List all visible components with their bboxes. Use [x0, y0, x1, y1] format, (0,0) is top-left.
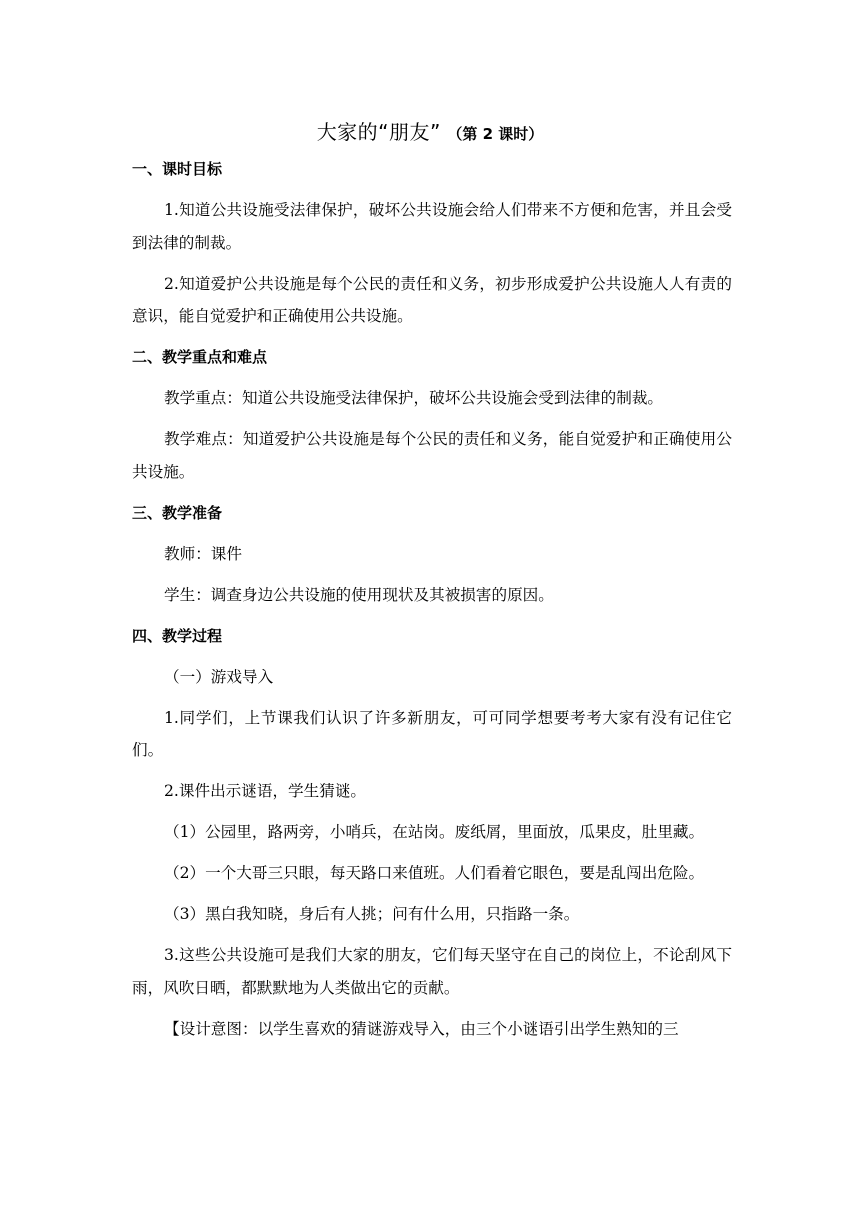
preparation-paragraph: 学生：调查身边公共设施的使用现状及其被损害的原因。: [164, 585, 554, 604]
document-body: [132, 153, 732, 1054]
difficulty-paragraph: 教学难点：知道爱护公共设施是每个公民的责任和义务，能自觉爱护和正确使用公共设施。: [132, 430, 732, 481]
section-heading-preparation: 三、教学准备: [132, 503, 223, 522]
title-row: [0, 116, 860, 145]
section-heading-objectives: 一、课时目标: [132, 160, 223, 178]
key-point-paragraph: 教学重点：知道公共设施受法律保护，破坏公共设施会受到法律的制裁。: [164, 389, 664, 407]
process-paragraph: 3.这些公共设施可是我们大家的朋友，它们每天坚守在自己的岗位上，不论刮风下雨，风吹日晒，都默默地为人类做出它的贡献。: [132, 946, 732, 997]
process-paragraph: 2.课件出示谜语，学生猜谜。: [164, 782, 367, 800]
riddle-paragraph: （2）一个大哥三只眼，每天路口来值班。人们看着它眼色，要是乱闯出危险。: [164, 864, 705, 882]
section-heading-key-points: 二、教学重点和难点: [132, 348, 268, 366]
section-heading-process: 四、教学过程: [132, 626, 223, 645]
objective-paragraph: 2.知道爱护公共设施是每个公民的责任和义务，初步形成爱护公共设施人人有责的意识，能自觉爱护和正确使用公共设施。: [132, 274, 732, 325]
riddle-paragraph: （3）黑白我知晓，身后有人挑；问有什么用，只指路一条。: [164, 905, 580, 923]
design-intent-paragraph: 【设计意图：以学生喜欢的猜谜游戏导入，由三个小谜语引出学生熟知的三: [164, 1019, 679, 1038]
process-paragraph: 1.同学们，上节课我们认识了许多新朋友，可可同学想要考考大家有没有记住它们。: [132, 708, 732, 759]
preparation-paragraph: 教师：课件: [164, 544, 242, 563]
objective-paragraph: 1.知道公共设施受法律保护，破坏公共设施会给人们带来不方便和危害，并且会受到法律的制裁。: [132, 201, 732, 252]
process-subheading: （一）游戏导入: [164, 667, 274, 686]
page-title: 大家的“朋友”: [316, 120, 441, 144]
riddle-paragraph: （1）公园里，路两旁，小哨兵，在站岗。废纸屑，里面放，瓜果皮，肚里藏。: [164, 823, 705, 841]
page-subtitle: （第 2 课时）: [454, 125, 544, 143]
